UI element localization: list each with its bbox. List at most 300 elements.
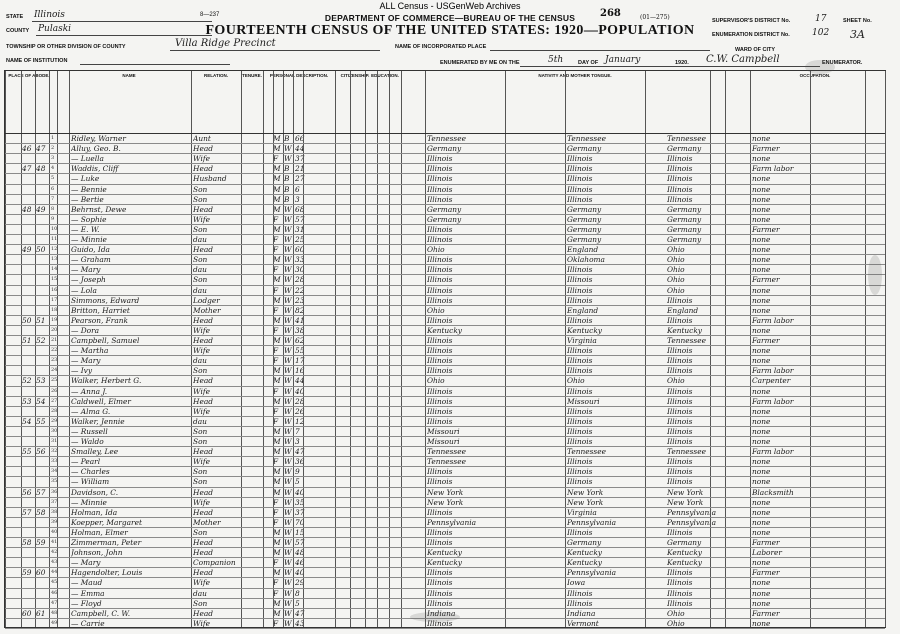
race: W <box>284 154 292 164</box>
form-number: 8—237 <box>200 12 220 18</box>
dwelling-number: 55 <box>22 447 32 457</box>
relation: dau <box>193 285 207 295</box>
father-birthplace: Germany <box>567 235 602 244</box>
sex: F <box>273 406 279 416</box>
birthplace: Illinois <box>427 416 453 426</box>
occupation: none <box>752 204 771 214</box>
age: 25 <box>295 235 305 244</box>
age: 57 <box>295 214 305 224</box>
sex: M <box>273 396 281 406</box>
family-number: 58 <box>36 507 46 517</box>
occupation: none <box>752 295 771 305</box>
age: 28 <box>295 275 305 285</box>
occupation: Farmer <box>752 336 780 345</box>
race: W <box>284 416 292 426</box>
sex: M <box>273 336 281 345</box>
person-name: — Minnie <box>71 497 107 507</box>
birthplace: Germany <box>427 204 462 214</box>
occupation: none <box>752 325 771 335</box>
occupation: Farm labor <box>752 396 794 406</box>
mother-birthplace: Germany <box>667 204 702 214</box>
mother-birthplace: Kentucky <box>667 548 702 558</box>
family-number: 51 <box>36 315 46 325</box>
father-birthplace: Illinois <box>567 184 593 194</box>
department-heading: DEPARTMENT OF COMMERCE—BUREAU OF THE CENSUS <box>324 13 576 23</box>
age: 21 <box>295 164 305 174</box>
table-row <box>5 598 885 608</box>
race: W <box>284 265 292 275</box>
occupation: Farm labor <box>752 164 794 174</box>
dwelling-number: 51 <box>22 336 32 345</box>
birthplace: Kentucky <box>427 548 462 558</box>
person-name: Guido, Ida <box>71 245 110 255</box>
father-birthplace: Germany <box>567 204 602 214</box>
mother-birthplace: Pennsylvania <box>667 507 716 517</box>
table-row <box>5 386 885 396</box>
row-number: 34 <box>51 468 58 475</box>
sex: M <box>273 447 281 457</box>
race: W <box>284 538 292 547</box>
age: 46 <box>295 558 305 568</box>
family-number: 59 <box>36 538 46 547</box>
sex: F <box>273 346 279 356</box>
race: W <box>284 558 292 568</box>
family-number: 57 <box>36 487 46 497</box>
person-name: — Mary <box>71 558 101 568</box>
table-row <box>5 325 885 335</box>
person-name: — Graham <box>71 255 111 265</box>
mother-birthplace: Illinois <box>667 598 693 608</box>
occupation: Blacksmith <box>752 487 794 497</box>
relation: Head <box>193 507 213 517</box>
birthplace: Illinois <box>427 255 453 265</box>
table-row <box>5 295 885 305</box>
row-number: 4 <box>51 165 55 172</box>
table-row <box>5 254 885 264</box>
age: 35 <box>295 497 305 507</box>
dwelling-number: 54 <box>22 416 32 426</box>
relation: Wife <box>193 406 210 416</box>
relation: Wife <box>193 154 210 164</box>
table-row <box>5 244 885 254</box>
mother-birthplace: Ohio <box>667 376 685 386</box>
table-row <box>5 204 885 214</box>
race: W <box>284 527 292 537</box>
person-name: — Carrie <box>71 618 105 628</box>
occupation: none <box>752 346 771 356</box>
birthplace: Illinois <box>427 527 453 537</box>
table-row <box>5 305 885 315</box>
age: 33 <box>295 255 305 265</box>
age: 28 <box>295 396 305 406</box>
relation: dau <box>193 356 207 366</box>
age: 23 <box>295 295 305 305</box>
father-birthplace: Illinois <box>567 275 593 285</box>
table-row <box>5 335 885 345</box>
row-number: 22 <box>51 347 58 354</box>
table-row <box>5 173 885 183</box>
sex: M <box>273 376 281 386</box>
birthplace: Illinois <box>427 578 453 588</box>
family-number: 61 <box>36 608 46 618</box>
father-birthplace: New York <box>567 487 604 497</box>
age: 3 <box>295 437 300 446</box>
age: 31 <box>295 224 305 234</box>
sex: F <box>273 416 279 426</box>
age: 47 <box>295 608 305 618</box>
race: W <box>284 325 292 335</box>
occupation: none <box>752 618 771 628</box>
race: W <box>284 315 292 325</box>
birthplace: Illinois <box>427 194 453 204</box>
mother-birthplace: Germany <box>667 224 702 234</box>
occupation: none <box>752 578 771 588</box>
relation: Head <box>193 164 213 174</box>
sex: F <box>273 285 279 295</box>
sex: M <box>273 204 281 214</box>
relation: Mother <box>193 517 221 527</box>
relation: dau <box>193 235 207 244</box>
birthplace: Illinois <box>427 396 453 406</box>
dwelling-number: 57 <box>22 507 32 517</box>
father-birthplace: Germany <box>567 538 602 547</box>
father-birthplace: Illinois <box>567 588 593 598</box>
birthplace: Illinois <box>427 265 453 275</box>
township-label: TOWNSHIP OR OTHER DIVISION OF COUNTY <box>6 44 126 50</box>
birthplace: Missouri <box>427 426 460 436</box>
age: 5 <box>295 598 300 608</box>
father-birthplace: Illinois <box>567 174 593 184</box>
birthplace: Illinois <box>427 507 453 517</box>
relation: Son <box>193 184 208 194</box>
mother-birthplace: Illinois <box>667 346 693 356</box>
father-birthplace: Illinois <box>567 477 593 487</box>
race: W <box>284 386 292 396</box>
race: W <box>284 598 292 608</box>
family-number: 54 <box>36 396 46 406</box>
dwelling-number: 50 <box>22 315 32 325</box>
mother-birthplace: Pennsylvania <box>667 517 716 527</box>
birthplace: Illinois <box>427 184 453 194</box>
row-number: 48 <box>51 609 58 616</box>
occupation: none <box>752 134 771 143</box>
father-birthplace: Vermont <box>567 618 599 628</box>
race: W <box>284 467 292 477</box>
mother-birthplace: Ohio <box>667 255 685 265</box>
table-row <box>5 436 885 446</box>
relation: Companion <box>193 558 236 568</box>
sex: F <box>273 154 279 164</box>
row-number: 10 <box>51 225 58 232</box>
table-row <box>5 345 885 355</box>
page-number: 268 <box>600 8 621 19</box>
age: 36 <box>295 457 305 467</box>
birthplace: Illinois <box>427 224 453 234</box>
col-education: EDUCATION. <box>371 73 399 78</box>
form-code: (01—275) <box>640 14 670 21</box>
sex: M <box>273 608 281 618</box>
table-row <box>5 577 885 587</box>
occupation: none <box>752 437 771 446</box>
relation: Husband <box>193 174 227 184</box>
father-birthplace: Virginia <box>567 507 597 517</box>
relation: Wife <box>193 214 210 224</box>
mother-birthplace: Illinois <box>667 437 693 446</box>
person-name: — Ivy <box>71 366 93 376</box>
enumerated-label: ENUMERATED BY ME ON THE <box>440 60 520 66</box>
race: W <box>284 396 292 406</box>
enumerator-label: ENUMERATOR. <box>822 60 863 66</box>
mother-birthplace: Illinois <box>667 457 693 467</box>
person-name: Walker, Jennie <box>71 416 125 426</box>
table-row <box>5 184 885 194</box>
person-name: Campbell, Samuel <box>71 336 140 345</box>
row-number: 44 <box>51 569 58 576</box>
race: W <box>284 507 292 517</box>
father-birthplace: England <box>567 305 599 315</box>
row-number: 13 <box>51 256 58 263</box>
birthplace: Illinois <box>427 315 453 325</box>
occupation: none <box>752 194 771 204</box>
mother-birthplace: Ohio <box>667 608 685 618</box>
mother-birthplace: Illinois <box>667 315 693 325</box>
race: W <box>284 487 292 497</box>
row-number: 47 <box>51 599 58 606</box>
dwelling-number: 58 <box>22 538 32 547</box>
relation: Wife <box>193 497 210 507</box>
occupation: none <box>752 457 771 467</box>
col-name: NAME <box>122 73 136 78</box>
state-value: Illinois <box>34 10 65 20</box>
father-birthplace: Missouri <box>567 396 600 406</box>
table-row <box>5 234 885 244</box>
sex: M <box>273 134 281 143</box>
sex: M <box>273 366 281 376</box>
row-number: 36 <box>51 488 58 495</box>
relation: Wife <box>193 457 210 467</box>
county-value: Pulaski <box>38 24 72 34</box>
mother-birthplace: Germany <box>667 214 702 224</box>
occupation: none <box>752 477 771 487</box>
sex: F <box>273 386 279 396</box>
sex: M <box>273 194 281 204</box>
age: 17 <box>295 356 305 366</box>
table-row <box>5 507 885 517</box>
father-birthplace: Pennsylvania <box>567 517 616 527</box>
person-name: — Lola <box>71 285 97 295</box>
mother-birthplace: Illinois <box>667 578 693 588</box>
person-name: — Mary <box>71 356 101 366</box>
mother-birthplace: Ohio <box>667 285 685 295</box>
father-birthplace: Kentucky <box>567 558 602 568</box>
race: W <box>284 235 292 244</box>
relation: Head <box>193 315 213 325</box>
mother-birthplace: Illinois <box>667 356 693 366</box>
relation: Head <box>193 144 213 154</box>
race: W <box>284 285 292 295</box>
relation: dau <box>193 265 207 275</box>
sex: M <box>273 184 281 194</box>
birthplace: Illinois <box>427 346 453 356</box>
race: W <box>284 618 292 628</box>
table-row <box>5 224 885 234</box>
race: W <box>284 578 292 588</box>
mother-birthplace: New York <box>667 487 704 497</box>
birthplace: Illinois <box>427 538 453 547</box>
father-birthplace: Ohio <box>567 376 585 386</box>
occupation: Laborer <box>752 548 782 558</box>
birthplace: Illinois <box>427 386 453 396</box>
row-number: 2 <box>51 145 55 152</box>
age: 15 <box>295 527 305 537</box>
table-row <box>5 537 885 547</box>
race: W <box>284 457 292 467</box>
age: 22 <box>295 285 305 295</box>
institution-label: NAME OF INSTITUTION <box>6 58 68 64</box>
row-number: 27 <box>51 397 58 404</box>
occupation: none <box>752 255 771 265</box>
row-number: 16 <box>51 286 58 293</box>
row-number: 21 <box>51 337 58 343</box>
occupation: Farm labor <box>752 315 794 325</box>
father-birthplace: England <box>567 245 599 255</box>
enumerator-name: C.W. Campbell <box>706 54 780 65</box>
sex: M <box>273 538 281 547</box>
age: 12 <box>295 416 305 426</box>
sex: F <box>273 235 279 244</box>
table-row <box>5 365 885 375</box>
birthplace: Kentucky <box>427 325 462 335</box>
occupation: none <box>752 184 771 194</box>
sex: M <box>273 467 281 477</box>
person-name: Zimmerman, Peter <box>71 538 142 547</box>
occupation: none <box>752 235 771 244</box>
mother-birthplace: Tennessee <box>667 134 706 143</box>
father-birthplace: Illinois <box>567 285 593 295</box>
father-birthplace: Pennsylvania <box>567 568 616 578</box>
table-row <box>5 588 885 598</box>
row-number: 18 <box>51 306 58 313</box>
relation: Son <box>193 426 208 436</box>
birthplace: Illinois <box>427 235 453 244</box>
row-number: 3 <box>51 155 55 162</box>
person-name: Holman, Elmer <box>71 527 128 537</box>
row-number: 35 <box>51 478 58 485</box>
age: 40 <box>295 568 305 578</box>
birthplace: Missouri <box>427 437 460 446</box>
row-number: 40 <box>51 528 58 535</box>
person-name: Hagendolter, Louis <box>71 568 143 578</box>
mother-birthplace: Illinois <box>667 568 693 578</box>
age: 7 <box>295 426 300 436</box>
person-name: Davidson, C. <box>71 487 119 497</box>
occupation: none <box>752 426 771 436</box>
relation: Son <box>193 366 208 376</box>
relation: Son <box>193 527 208 537</box>
occupation: none <box>752 265 771 275</box>
mother-birthplace: Tennessee <box>667 336 706 345</box>
person-name: Simmons, Edward <box>71 295 140 305</box>
table-row <box>5 194 885 204</box>
row-number: 25 <box>51 377 58 384</box>
mother-birthplace: Illinois <box>667 477 693 487</box>
father-birthplace: Tennessee <box>567 134 606 143</box>
father-birthplace: Illinois <box>567 437 593 446</box>
age: 82 <box>295 305 305 315</box>
race: W <box>284 336 292 345</box>
father-birthplace: Illinois <box>567 295 593 305</box>
birthplace: Illinois <box>427 366 453 376</box>
ward-label: WARD OF CITY <box>735 47 776 53</box>
row-number: 5 <box>51 175 55 182</box>
col-personal-description: PERSONAL DESCRIPTION. <box>269 73 329 78</box>
occupation: none <box>752 154 771 164</box>
family-number: 56 <box>36 447 46 457</box>
mother-birthplace: Illinois <box>667 406 693 416</box>
father-birthplace: Kentucky <box>567 548 602 558</box>
family-number: 55 <box>36 416 46 426</box>
row-number: 41 <box>51 539 58 545</box>
father-birthplace: Iowa <box>567 578 586 588</box>
relation: Wife <box>193 386 210 396</box>
person-name: — Anna J. <box>71 386 108 396</box>
mother-birthplace: Germany <box>667 538 702 547</box>
county-label: COUNTY <box>6 28 30 34</box>
table-row <box>5 517 885 527</box>
birthplace: Tennessee <box>427 447 466 457</box>
sex: M <box>273 295 281 305</box>
table-row <box>5 487 885 497</box>
race: W <box>284 305 292 315</box>
day-of-label: DAY OF <box>578 60 599 66</box>
occupation: Farmer <box>752 224 780 234</box>
race: W <box>284 406 292 416</box>
occupation: none <box>752 517 771 527</box>
census-title: FOURTEENTH CENSUS OF THE UNITED STATES: 1920—POPULATION <box>205 23 695 38</box>
table-row <box>5 557 885 567</box>
occupation: Farm labor <box>752 447 794 457</box>
township-value: Villa Ridge Precinct <box>175 38 276 49</box>
occupation: none <box>752 406 771 416</box>
sex: F <box>273 618 279 628</box>
race: W <box>284 447 292 457</box>
supervisor-label: SUPERVISOR'S DISTRICT No. <box>712 18 791 24</box>
family-number: 47 <box>36 144 46 154</box>
mother-birthplace: Ohio <box>667 265 685 275</box>
father-birthplace: Germany <box>567 224 602 234</box>
relation: Head <box>193 447 213 457</box>
race: W <box>284 275 292 285</box>
father-birthplace: Illinois <box>567 265 593 275</box>
table-row <box>5 153 885 163</box>
person-name: Johnson, John <box>71 548 123 558</box>
age: 30 <box>295 265 305 275</box>
sex: M <box>273 275 281 285</box>
age: 40 <box>295 386 305 396</box>
sex: M <box>273 164 281 174</box>
birthplace: Ohio <box>427 245 445 255</box>
relation: dau <box>193 416 207 426</box>
person-name: — Minnie <box>71 235 107 244</box>
race: W <box>284 588 292 598</box>
age: 6 <box>295 184 300 194</box>
table-row <box>5 143 885 153</box>
dwelling-number: 59 <box>22 568 32 578</box>
sex: M <box>273 598 281 608</box>
person-name: — Emma <box>71 588 105 598</box>
birthplace: Illinois <box>427 336 453 345</box>
father-birthplace: Illinois <box>567 527 593 537</box>
